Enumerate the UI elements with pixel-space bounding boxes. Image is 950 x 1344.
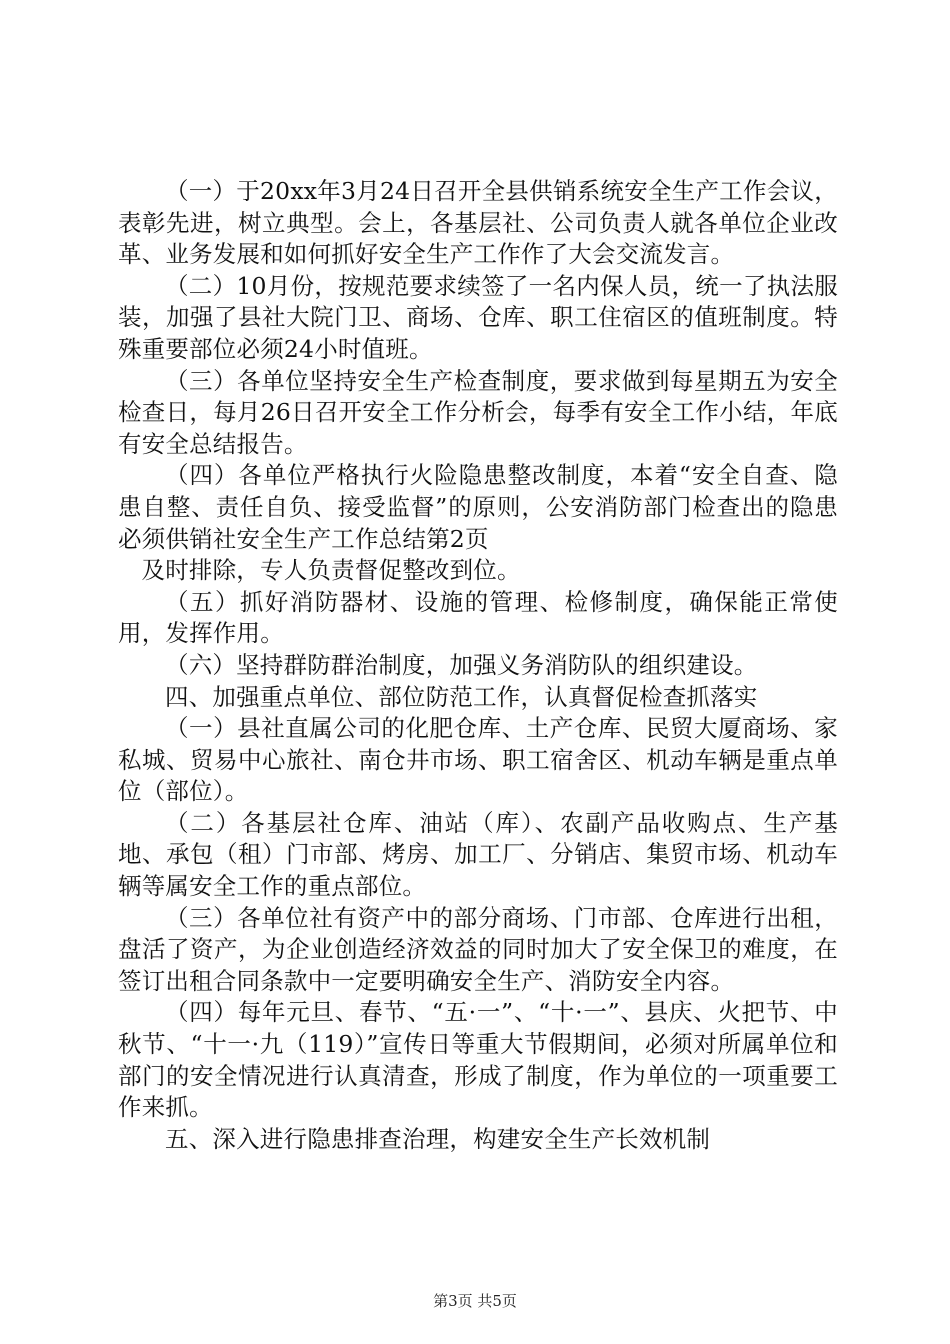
paragraph-mass-prevention: （六）坚持群防群治制度，加强义务消防队的组织建设。 <box>165 650 758 679</box>
document-body <box>118 176 838 1155</box>
paragraph-key-locations: （二）各基层社仓库、油站（库）、农副产品收购点、生产基地、承包（租）门市部、烤房、加工厂、分销店、集贸市场、机动车辆等属安全工作的重点部位。 <box>118 808 838 901</box>
section-heading-four: 四、加强重点单位、部位防范工作，认真督促检查抓落实 <box>165 682 758 711</box>
section-heading-five: 五、深入进行隐患排查治理，构建安全生产长效机制 <box>165 1124 711 1153</box>
paragraph-meeting: （一）于20xx年3月24日召开全县供销系统安全生产工作会议，表彰先进，树立典型。会上，各基层社、公司负责人就各单位企业改革、业务发展和如何抓好安全生产工作作了大会交流发言。 <box>118 177 838 269</box>
paragraph-security-staff: （二）10月份，按规范要求续签了一名内保人员，统一了执法服装，加强了县社大院门卫、商场、仓库、职工住宿区的值班制度。特殊重要部位必须24小时值班。 <box>118 271 838 363</box>
paragraph-fire-equipment: （五）抓好消防器材、设施的管理、检修制度，确保能正常使用，发挥作用。 <box>118 587 838 648</box>
paragraph-key-units: （一）县社直属公司的化肥仓库、土产仓库、民贸大厦商场、家私城、贸易中心旅社、南仓井市场、职工宿舍区、机动车辆是重点单位（部位）。 <box>118 714 838 806</box>
page-footer: 第3页 共5页 <box>433 1292 517 1310</box>
paragraph-hazard-rectification: （四）各单位严格执行火险隐患整改制度，本着“安全自查、隐患自整、责任自负、接受监督”的原则，公安消防部门检查出的隐患必须供销社安全生产工作总结第2页 <box>118 461 838 553</box>
paragraph-inspection-system: （三）各单位坚持安全生产检查制度，要求做到每星期五为安全检查日，每月26日召开安全工作分析会，每季有安全工作小结，年底有安全总结报告。 <box>118 366 838 458</box>
paragraph-leasing: （三）各单位社有资产中的部分商场、门市部、仓库进行出租，盘活了资产，为企业创造经济效益的同时加大了安全保卫的难度，在签订出租合同条款中一定要明确安全生产、消防安全内容。 <box>118 903 838 995</box>
paragraph-holiday-checks: （四）每年元旦、春节、“五·一”、“十·一”、县庆、火把节、中秋节、“十一·九（119）”宣传日等重大节假期间，必须对所属单位和部门的安全情况进行认真清查，形成了制度，作为单位的一项重要工作来抓。 <box>118 998 838 1122</box>
paragraph-continuation: 及时排除，专人负责督促整改到位。 <box>141 556 521 585</box>
